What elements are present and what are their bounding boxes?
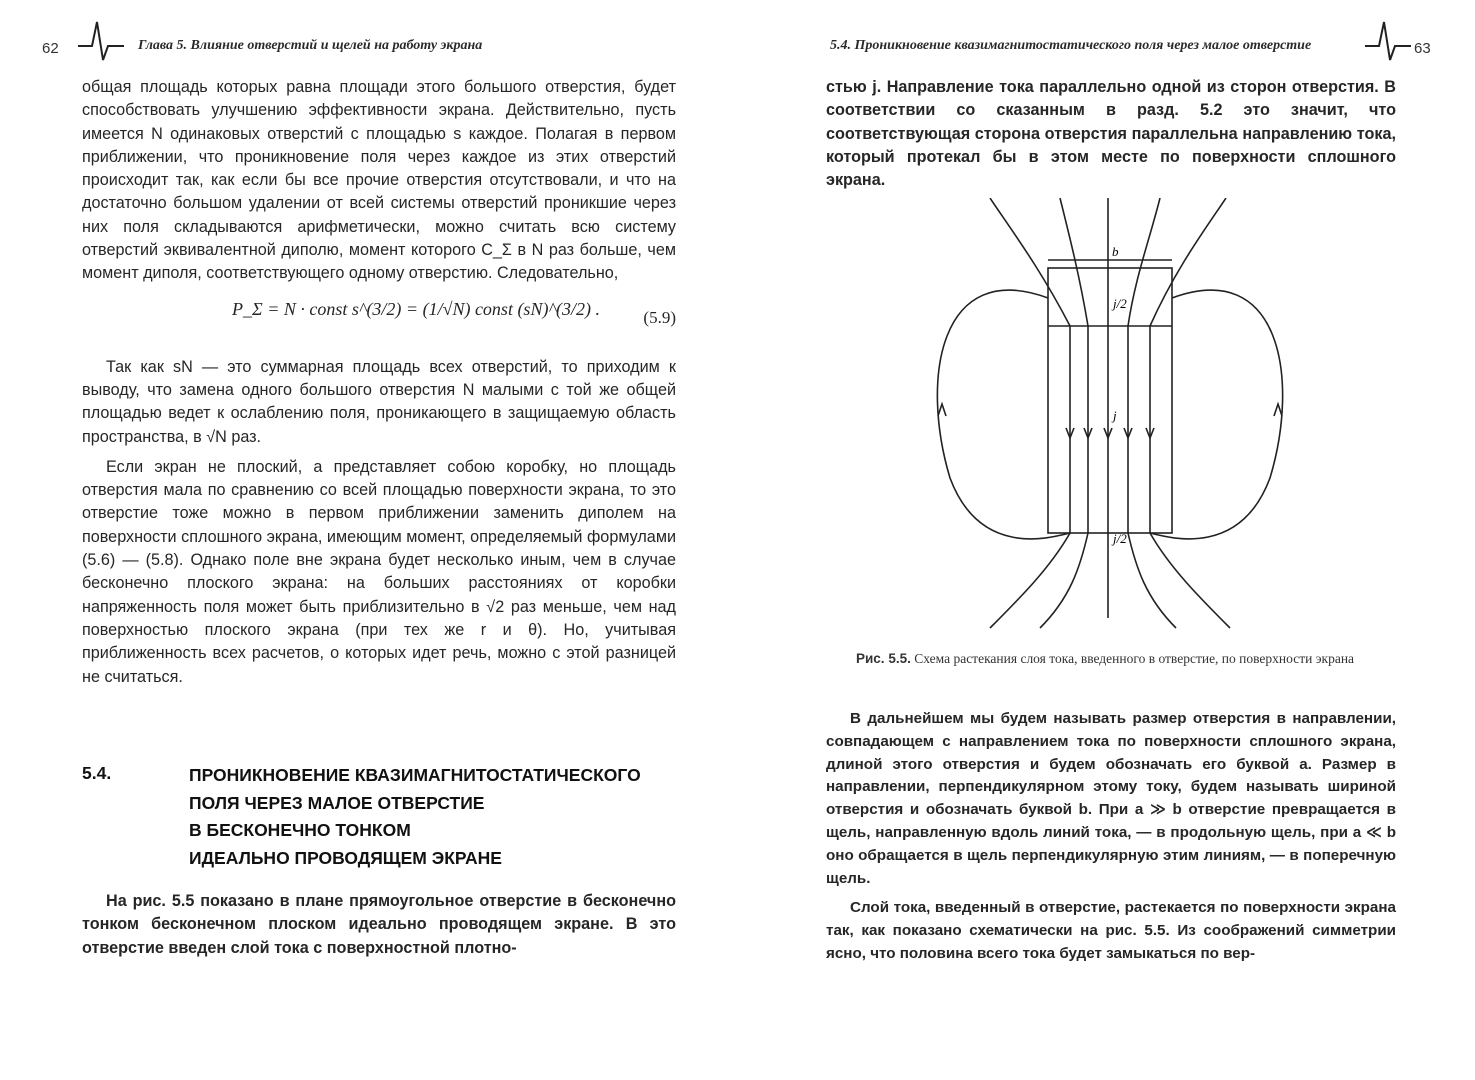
paragraph: Слой тока, введенный в отверстие, растекается по поверхности экрана так, как показано схематически на рис. 5.5. Из соображений симметрии ясно, что половина всего тока будет замыкаться по вер- [826,899,1396,962]
caption-text: Схема растекания слоя тока, введенного в отверстие, по поверхности экрана [914,651,1355,666]
running-head-right: 5.4. Проникновение квазимагнитостатического поля через малое отверстие [830,38,1312,53]
paragraph: общая площадь которых равна площади этого большого отверстия, будет способствовать улучшению эффективности экрана. Действительно, пусть имеется N одинаковых отверстий с площадью s каждое. Полагая в первом приближении, что проникновение поля через каждое из этих отверстий происходит так, как если бы все прочие отверстия отсутствовали, и что на достаточно большом удалении от всей системы отверстий проникшие через них поля складываются арифметически, можно считать всю систему отверстий эквивалентной диполю, момент которого C_Σ в N раз больше, чем момент диполя, соответствующего одному отверстию. Следовательно, [82,78,676,283]
pulse-icon [78,18,124,62]
page-number-left: 62 [42,40,59,57]
field-line [1150,533,1230,628]
arrow-up [938,404,946,416]
page-number-right: 63 [1414,40,1431,57]
right-body-top [826,76,1396,192]
section-title [189,762,641,872]
label-j-half-top: j/2 [1113,296,1127,311]
formula-number: (5.9) [643,307,676,327]
left-body-bottom [82,890,676,960]
figure-lines [937,198,1282,628]
section-title-line: ПОЛЯ ЧЕРЕЗ МАЛОЕ ОТВЕРСТИЕ [189,792,485,813]
paragraph: Так как sN — это суммарная площадь всех отверстий, то приходим к выводу, что замена одного большого отверстия N малыми с той же общей площадью ведет к ослаблению поля, проникающего в защищаемую область пространства, в √N раз. [82,357,676,446]
right-body-bottom [826,708,1396,966]
field-line [1060,198,1088,326]
figure-caption [856,648,1396,669]
label-j-half-bottom: j/2 [1113,531,1127,546]
paragraph: На рис. 5.5 показано в плане прямоугольное отверстие в бесконечно тонком бесконечном плоском идеально проводящем экране. В это отверстие введен слой тока с поверхностной плотно- [82,892,676,957]
field-loop-left [937,290,1070,539]
aperture-rectangle [1048,268,1172,533]
section-title-line: ПРОНИКНОВЕНИЕ КВАЗИМАГНИТОСТАТИЧЕСКОГО [189,765,641,785]
section-title-line: В БЕСКОНЕЧНО ТОНКОМ [189,820,411,840]
left-page [0,0,737,1080]
formula-5-9 [82,290,676,350]
field-line [1150,198,1226,326]
field-line [990,198,1070,326]
formula-expression: P_Σ = N · const s^(3/2) = (1/√N) const (sN)^(3/2) . [232,298,601,319]
caption-label: Рис. 5.5. [856,651,911,666]
field-line [1040,533,1088,628]
running-head-left: Глава 5. Влияние отверстий и щелей на работу экрана [138,38,483,53]
section-number: 5.4. [82,763,112,783]
arrow-up [1274,404,1282,416]
section-title-line: ИДЕАЛЬНО ПРОВОДЯЩЕМ ЭКРАНЕ [189,847,502,868]
figure-5-5 [930,198,1290,638]
pulse-icon [1365,18,1411,62]
label-j: j [1113,408,1117,423]
paragraph: стью j. Направление тока параллельно одной из сторон отверстия. В соответствии со сказанным в разд. 5.2 это значит, что соответствующая сторона отверстия параллельна направлению тока, который протекал бы в этом месте по поверхности сплошного экрана. [826,78,1396,190]
label-b: b [1112,244,1119,259]
paragraph: В дальнейшем мы будем называть размер отверстия в направлении, совпадающем с направлением тока по поверхности сплошного экрана, длиной этого отверстия и будем обозначать его буквой a. Размер в направлении, перпендикулярном этому току, будем называть шириной отверстия и обозначать буквой b. При a ≫ b отверстие превращается в щель, направленную вдоль линий тока, — в продольную щель, при a ≪ b оно обращается в щель перпендикулярную этим линиям, — в поперечную щель. [826,710,1396,887]
paragraph: Если экран не плоский, а представляет собою коробку, но площадь отверстия мала по сравнению со всей площадью поверхности экрана, то это отверстие тоже можно в первом приближении заменить диполем на поверхности сплошного экрана, имеющим момент, определяемый формулами (5.6) — (5.8). Однако поле вне экрана будет несколько иным, чем в случае бесконечно плоского экрана: на больших расстояниях от коробки напряженность поля может быть приблизительно в √2 раз меньше, чем над поверхностью плоского экрана (при тех же r и θ). Но, учитывая приближенность всех расчетов, о которых идет речь, можно с этой разницей не считаться. [82,457,676,686]
field-line [990,533,1070,628]
field-loop-right [1150,290,1283,539]
field-line [1128,533,1176,628]
field-line [1128,198,1160,326]
left-body [82,76,676,689]
